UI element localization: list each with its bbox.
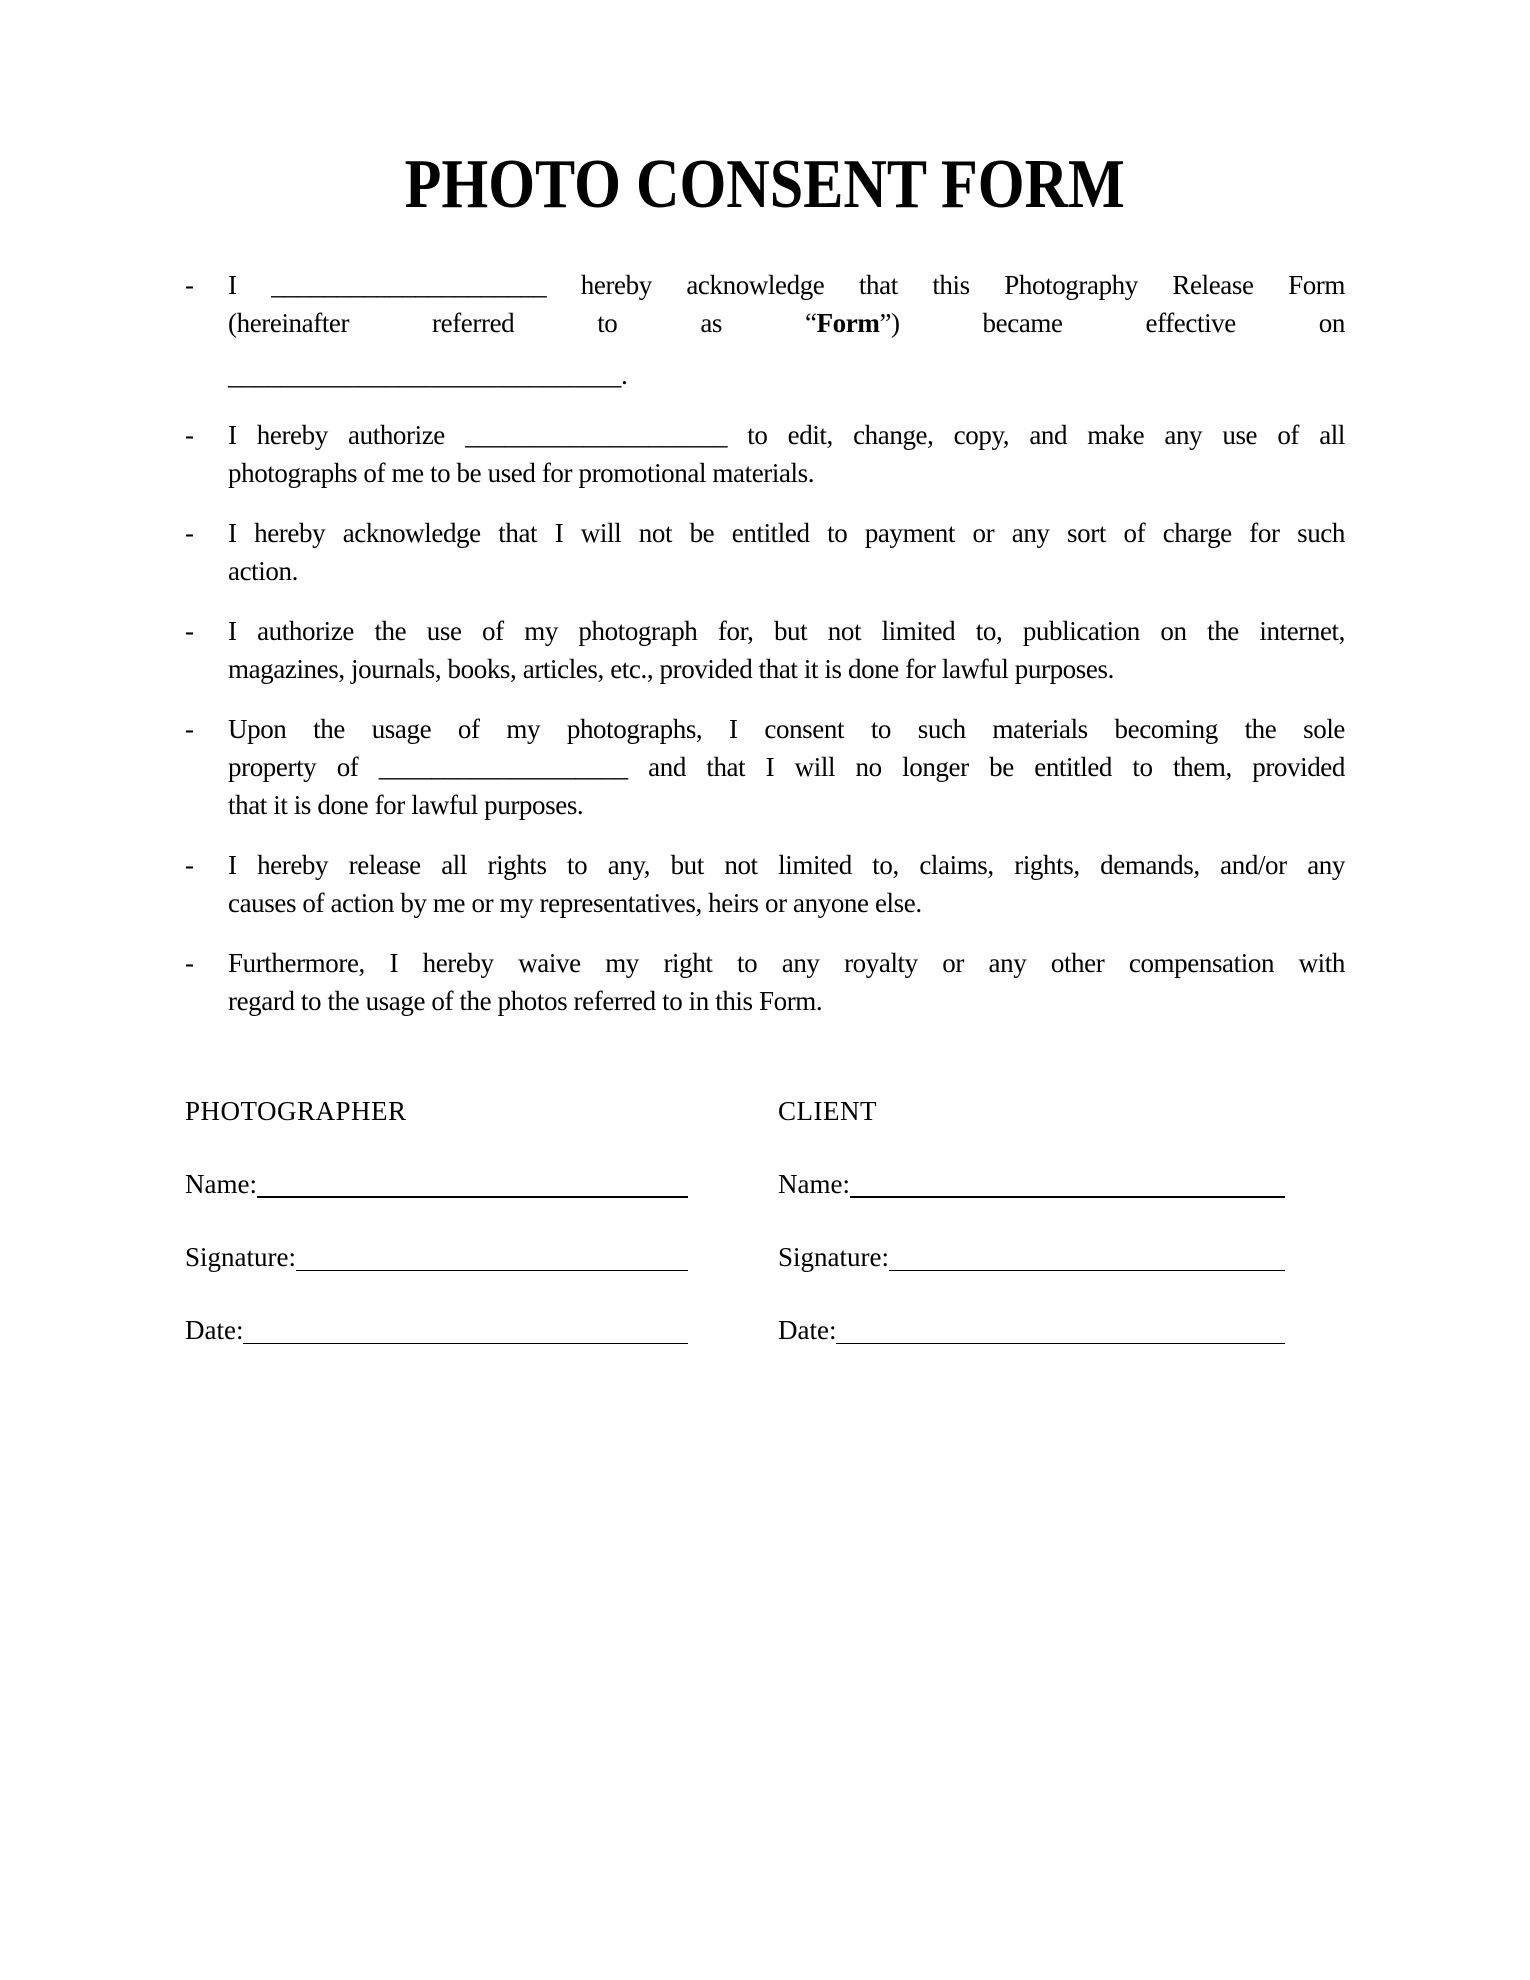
- photographer-column: [185, 1092, 688, 1349]
- name-label: Name:: [778, 1169, 850, 1199]
- clause-line: I hereby release all rights to any, but not limited to, claims, rights, demands, and/or any: [228, 850, 1345, 880]
- bullet-dash: -: [185, 270, 194, 300]
- clause-line: regard to the usage of the photos referred to in this Form.: [228, 986, 823, 1016]
- title-container: [185, 0, 1345, 223]
- name-label: Name:: [185, 1169, 257, 1199]
- clause-authorize-edit: [185, 416, 1345, 492]
- clause-text: [228, 846, 1345, 922]
- photographer-heading: PHOTOGRAPHER: [185, 1096, 407, 1126]
- client-signature-row: [778, 1238, 1285, 1276]
- photographer-name-line: [257, 1166, 688, 1198]
- clause-line: I hereby authorize ____________________ to edit, change, copy, and make any use of all: [228, 420, 1345, 450]
- clause-line: [228, 304, 1345, 342]
- clause-line: that it is done for lawful purposes.: [228, 790, 584, 820]
- clause-waive-royalty: [185, 944, 1345, 1020]
- signature-label: Signature:: [185, 1242, 296, 1272]
- bullet-dash: -: [185, 948, 194, 978]
- form-term-bold: Form: [816, 308, 880, 338]
- client-date-line: [836, 1313, 1285, 1344]
- bullet-dash: -: [185, 714, 194, 744]
- clause-line: photographs of me to be used for promotional materials.: [228, 458, 815, 488]
- clause-line: Upon the usage of my photographs, I consent to such materials becoming the sole: [228, 714, 1345, 744]
- clause-line-pre: (hereinafter referred to as “: [228, 308, 817, 338]
- clause-text: [228, 944, 1345, 1020]
- clause-line: causes of action by me or my representatives, heirs or anyone else.: [228, 888, 922, 918]
- clause-line: I _____________________ hereby acknowledge that this Photography Release Form: [228, 270, 1345, 300]
- signature-section: [185, 1092, 1345, 1349]
- date-label: Date:: [778, 1315, 837, 1345]
- clause-line: Furthermore, I hereby waive my right to any royalty or any other compensation with: [228, 948, 1345, 978]
- date-label: Date:: [185, 1315, 244, 1345]
- bullet-dash: -: [185, 420, 194, 450]
- signature-label: Signature:: [778, 1242, 889, 1272]
- photographer-signature-line: [296, 1240, 688, 1271]
- clause-publication-use: [185, 612, 1345, 688]
- clause-acknowledge-form: [185, 266, 1345, 394]
- clause-no-payment: [185, 514, 1345, 590]
- clause-text: [228, 612, 1345, 688]
- clause-text: [228, 266, 1345, 394]
- client-heading: CLIENT: [778, 1096, 877, 1126]
- clause-line: property of ___________________ and that I will no longer be entitled to them, provided: [228, 752, 1345, 782]
- client-name-line: [850, 1166, 1285, 1198]
- clause-text: [228, 514, 1345, 590]
- client-column: [778, 1092, 1285, 1349]
- clause-line-post: ”) became effective on: [879, 308, 1346, 338]
- photographer-signature-row: [185, 1238, 688, 1276]
- photographer-date-row: [185, 1311, 688, 1349]
- clause-sole-property: [185, 710, 1345, 824]
- bullet-dash: -: [185, 850, 194, 880]
- clause-line: I authorize the use of my photograph for, but not limited to, publication on the internet,: [228, 616, 1345, 646]
- effective-date-blank-line: ______________________________.: [228, 360, 628, 390]
- page-title: PHOTO CONSENT FORM: [404, 146, 1126, 223]
- photographer-name-row: [185, 1165, 688, 1203]
- client-date-row: [778, 1311, 1285, 1349]
- bullet-dash: -: [185, 518, 194, 548]
- bullet-dash: -: [185, 616, 194, 646]
- clause-list: [185, 266, 1345, 1020]
- clause-text: [228, 416, 1345, 492]
- clause-line: I hereby acknowledge that I will not be entitled to payment or any sort of charge for such: [228, 518, 1345, 548]
- clause-release-rights: [185, 846, 1345, 922]
- clause-line: magazines, journals, books, articles, etc., provided that it is done for lawful purposes.: [228, 654, 1114, 684]
- client-name-row: [778, 1165, 1285, 1203]
- clause-text: [228, 710, 1345, 824]
- photographer-date-line: [243, 1313, 688, 1344]
- client-signature-line: [889, 1240, 1285, 1271]
- clause-line: action.: [228, 556, 298, 586]
